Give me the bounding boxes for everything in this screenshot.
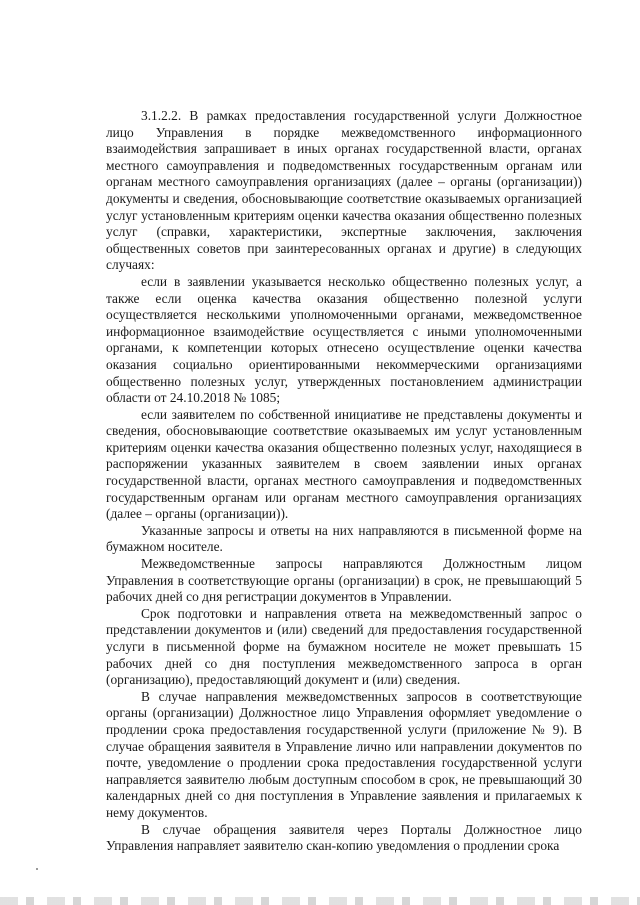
paragraph-written-form: Указанные запросы и ответы на них направляются в письменной форме на бумажном носителе.: [106, 522, 582, 555]
paragraph-portal-notice: В случае обращения заявителя через Порталы Должностное лицо Управления направляет заявителю скан-копию уведомления о продлении срока: [106, 821, 582, 854]
scan-bottom-edge: [0, 897, 640, 905]
scan-speck: [36, 868, 38, 870]
paragraph-case-missing-documents: если заявителем по собственной инициативе не представлены документы и сведения, обосновывающие соответствие оказываемых им услуг установленным критериям оценки качества оказания общественно полезных услуг, находящиеся в распоряжении указанных заявителем в своем заявлении иных органах государственной власти, органах местного самоуправления и подведомственных государственным органам или органам местного самоуправления организациях (далее – органы (организации)).: [106, 406, 582, 522]
paragraph-request-deadline: Межведомственные запросы направляются Должностным лицом Управления в соответствующие органы (организации) в срок, не превышающий 5 рабочих дней со дня регистрации документов в Управлении.: [106, 556, 582, 605]
paragraph-extension-notice: В случае направления межведомственных запросов в соответствующие органы (организации) Должностное лицо Управления оформляет уведомление о продлении срока предоставления государственной услуги (приложение № 9). В случае обращения заявителя в Управление лично или направлении документов по почте, уведомление о продлении срока предоставления государственной услуги направляется заявителю любым доступным способом в срок, не превышающий 30 календарных дней со дня поступления в Управление заявления и прилагаемых к нему документов.: [106, 688, 582, 820]
paragraph-response-deadline: Срок подготовки и направления ответа на межведомственный запрос о представлении документов и (или) сведений для предоставления государственной услуги в письменной форме на бумажном носителе не может превышать 15 рабочих дней со дня поступления межведомственного запроса в орган (организацию), предоставляющий документ и (или) сведения.: [106, 605, 582, 688]
paragraph-case-multiple-services: если в заявлении указывается несколько общественно полезных услуг, а также если оценка качества оказания общественно полезной услуги осуществляется несколькими уполномоченными органами, межведомственное информационное взаимодействие осуществляется с иными уполномоченными органами, к компетенции которых отнесено осуществление оценки качества оказания социально ориентированными некоммерческими организациями общественно полезных услуг, утвержденных постановлением администрации области от 24.10.2018 № 1085;: [106, 273, 582, 406]
paragraph-3-1-2-2: 3.1.2.2. В рамках предоставления государственной услуги Должностное лицо Управления в порядке межведомственного информационного взаимодействия запрашивает в иных органах государственной власти, органах местного самоуправления и подведомственных государственным органам или органам местного самоуправления организациях (далее – органы (организации)) документы и сведения, обосновывающие соответствие оказываемых организацией услуг установленным критериям оценки качества оказания общественно полезных услуг (справки, характеристики, экспертные заключения, заключения общественных советов при заинтересованных органах и другие) в следующих случаях:: [106, 108, 582, 273]
document-body: [106, 108, 582, 855]
